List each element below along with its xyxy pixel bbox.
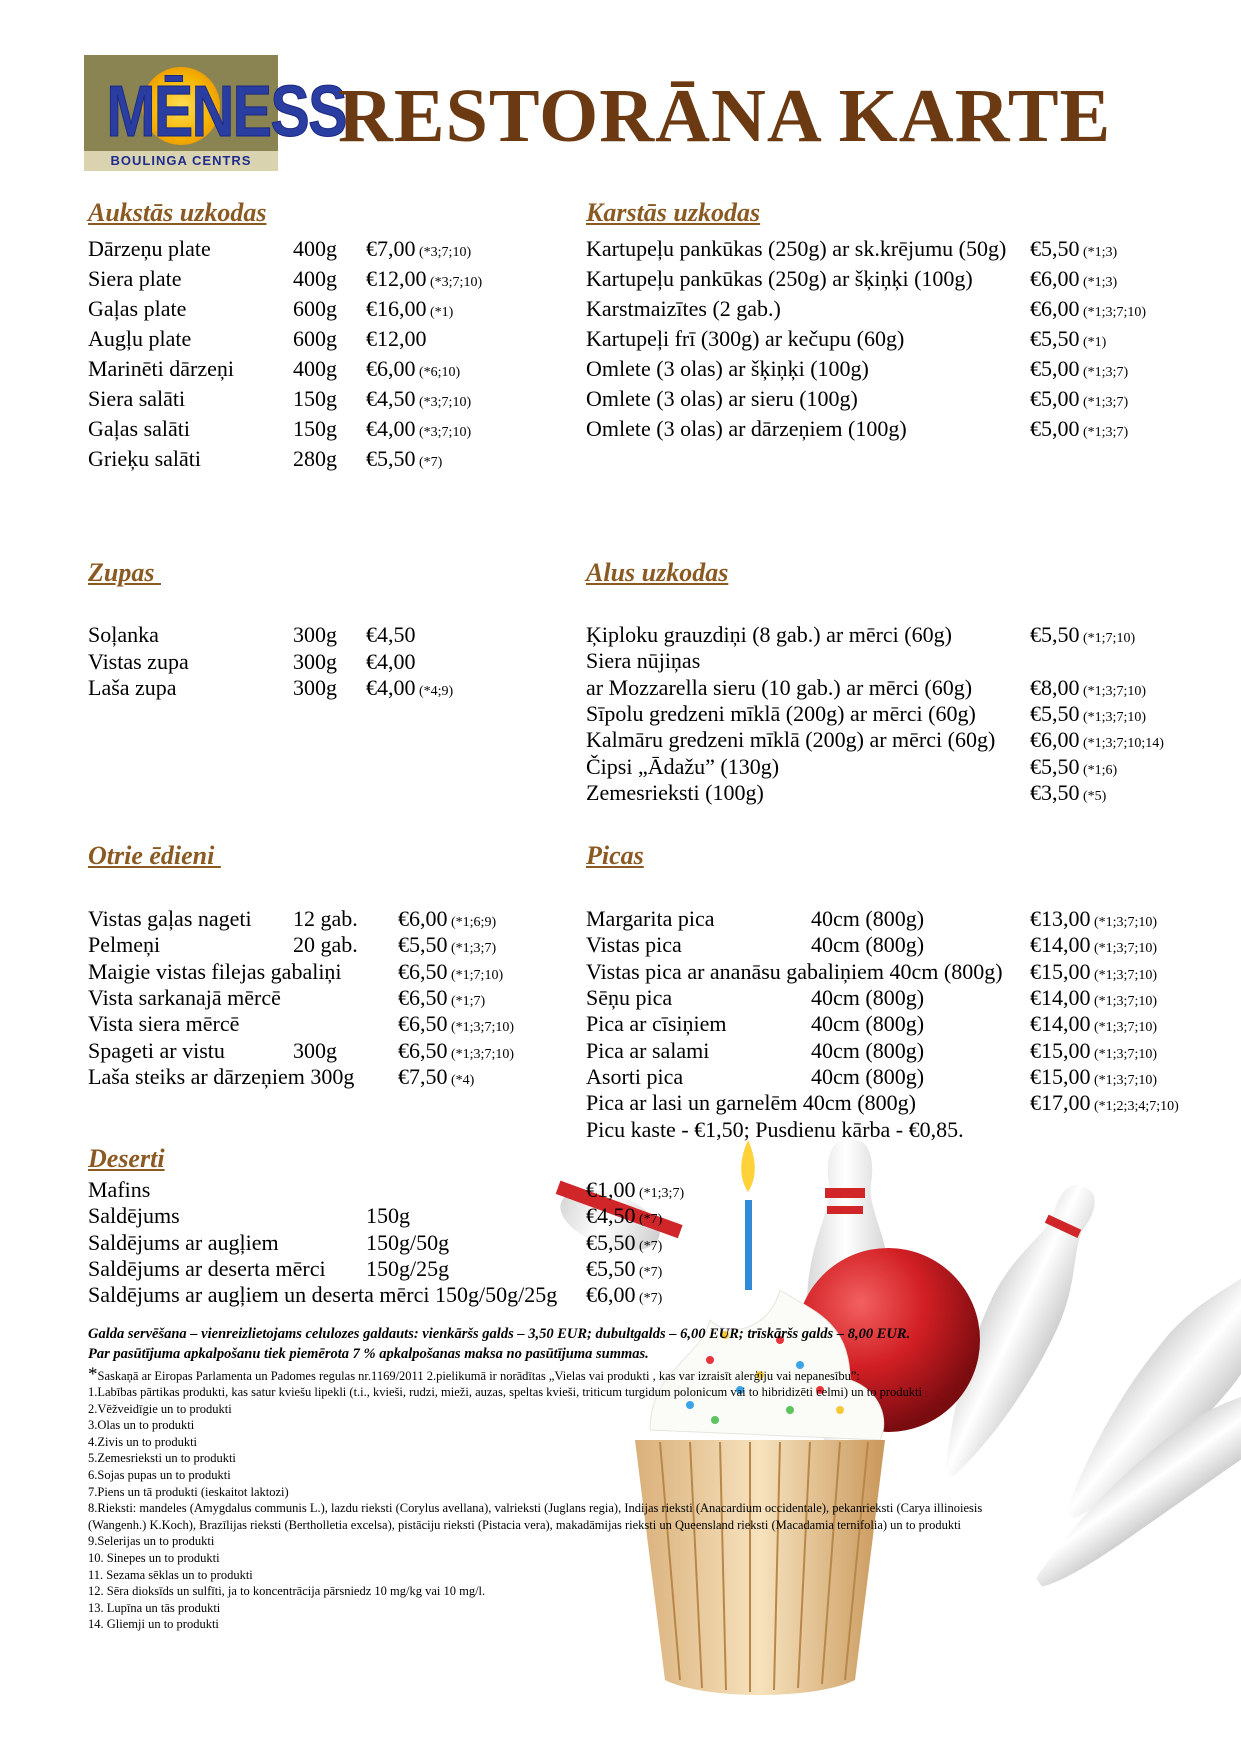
- menu-item-weight: 150g: [293, 386, 337, 411]
- allergen-codes: (*1;7): [447, 993, 486, 1009]
- menu-item-weight: 400g: [293, 236, 337, 261]
- logo-word: MĒNESS: [106, 72, 346, 152]
- menu-item-name: Karstmaizītes (2 gab.): [586, 296, 781, 321]
- menu-item-weight: 280g: [293, 446, 337, 471]
- allergen-codes: (*1;2;3;4;7;10): [1090, 1099, 1179, 1115]
- allergen-note: 6.Sojas pupas un to produkti: [88, 1467, 231, 1482]
- menu-item-name: Saldējums ar augļiem: [88, 1229, 279, 1255]
- menu-item-name: Grieķu salāti: [88, 446, 202, 471]
- allergen-note: 3.Olas un to produkti: [88, 1418, 195, 1433]
- menu-item-name: Spageti ar vistu: [88, 1037, 225, 1063]
- allergen-codes: (*1;3;7;10): [1090, 967, 1157, 983]
- menu-item-weight: 300g: [293, 675, 337, 700]
- allergen-codes: (*1;3;7): [1079, 395, 1129, 410]
- allergen-codes: (*1;6): [1079, 762, 1118, 778]
- menu-item-name: Zemesrieksti (100g): [586, 779, 764, 805]
- menu-item-name: Vistas pica ar ananāsu gabaliņiem 40cm (800g): [586, 958, 1003, 984]
- menu-item-price: €4,50 (*3;7;10): [366, 386, 472, 411]
- menu-item-price: €14,00 (*1;3;7;10): [1030, 932, 1157, 958]
- allergen-codes: (*1;3;7;10;14): [1079, 736, 1164, 752]
- menu-item-price: €3,50 (*5): [1030, 779, 1107, 805]
- menu-item-price: €5,50 (*1;3): [1030, 236, 1118, 261]
- allergen-note: 11. Sezama sēklas un to produkti: [88, 1567, 253, 1582]
- page-title: RESTORĀNA KARTE: [338, 74, 1112, 158]
- menu-item-name: Siera nūjiņas: [586, 648, 701, 674]
- menu-item-name: Pica ar salami: [586, 1037, 710, 1063]
- menu-item-price: €4,50: [366, 622, 416, 647]
- allergen-codes: (*1;3;7;10): [1079, 683, 1146, 699]
- menu-item-price: €6,00 (*7): [586, 1282, 663, 1308]
- allergen-codes: (*1;7;10): [447, 967, 504, 983]
- allergen-codes: (*7): [635, 1291, 663, 1307]
- allergen-codes: (*1;3;7;10): [1090, 1020, 1157, 1036]
- menu-item-name: Saldējums ar deserta mērci: [88, 1255, 326, 1281]
- menu-item-name: Gaļas plate: [88, 296, 187, 321]
- menu-item-name: Pica ar cīsiņiem: [586, 1011, 727, 1037]
- menu-item-size: 40cm (800g): [811, 932, 925, 958]
- menu-item-name: Vistas gaļas nageti: [88, 906, 252, 931]
- heading-aukstas: Aukstās uzkodas: [88, 198, 267, 227]
- allergen-codes: (*1;3;7;10): [447, 1020, 514, 1036]
- allergen-codes: (*1;3;7;10): [1079, 709, 1146, 725]
- heading-picas: Picas: [586, 841, 644, 870]
- menu-item-name: Margarita pica: [586, 906, 715, 931]
- allergen-note: 4.Zivis un to produkti: [88, 1434, 198, 1449]
- allergen-note: 1.Labības pārtikas produkti, kas satur kviešu lipekli (t.i., kvieši, rudzi, mieži, auzas, speltas kvieši, triticum turgidum polonicum vai to hibridizēti celmi) un to produkti: [88, 1385, 922, 1399]
- heading-otrie: Otrie ēdieni: [88, 841, 221, 870]
- menu-item-name: Ķiploku grauzdiņi (8 gab.) ar mērci (60g): [586, 622, 952, 647]
- allergen-codes: (*1): [1079, 335, 1107, 350]
- menu-item-price: €6,00 (*1;3): [1030, 266, 1118, 291]
- menu-item-price: €15,00 (*1;3;7;10): [1030, 1063, 1157, 1089]
- allergen-note: 8.Rieksti: mandeles (Amygdalus communis L.), lazdu rieksti (Corylus avellana), valrieksti (Juglans regia), Indijas rieksti (Anacardium occidentale), pekanrieksti (Carya illinoiesis: [88, 1501, 983, 1516]
- menu-item-price: €1,00 (*1;3;7): [586, 1177, 685, 1202]
- menu-item-name: Vista siera mērcē: [88, 1011, 240, 1037]
- allergen-codes: (*5): [1079, 788, 1107, 804]
- allergen-note: 13. Lupīna un tās produkti: [88, 1600, 221, 1615]
- menu-item-name: Mafins: [88, 1177, 151, 1202]
- menu-item-weight: 300g: [293, 648, 337, 674]
- menu-item-name: Vistas zupa: [88, 648, 189, 674]
- asterisk: *: [88, 1364, 98, 1385]
- menu-item-price: €7,50 (*4): [398, 1063, 475, 1089]
- menu-item-price: €12,00: [366, 326, 427, 351]
- menu-item-size: 40cm (800g): [811, 1011, 925, 1037]
- heading-alus: Alus uzkodas: [586, 558, 729, 587]
- menu-item-name: Soļanka: [88, 622, 159, 647]
- menu-item-price: €5,00 (*1;3;7): [1030, 416, 1129, 441]
- menu-item-price: €6,50 (*1;3;7;10): [398, 1037, 514, 1063]
- allergen-codes: (*1;3;7;10): [1090, 1046, 1157, 1062]
- menu-item-name: Kartupeļi frī (300g) ar kečupu (60g): [586, 326, 905, 351]
- menu-item-price: €6,50 (*1;7): [398, 984, 486, 1010]
- menu-item-price: €17,00 (*1;2;3;4;7;10): [1030, 1090, 1179, 1116]
- allergen-codes: (*7): [635, 1264, 663, 1280]
- menu-item-price: €5,50 (*1;3;7): [398, 932, 497, 958]
- menu-item-name: Kalmāru gredzeni mīklā (200g) ar mērci (60g): [586, 727, 996, 753]
- allergen-codes: (*4;9): [415, 684, 454, 699]
- allergen-codes: (*1;3;7;10): [1090, 915, 1157, 930]
- menu-item-name: Vistas pica: [586, 932, 682, 958]
- allergen-codes: (*3;7;10): [426, 275, 483, 290]
- allergen-codes: (*1;3): [1079, 245, 1118, 260]
- menu-item-price: €6,00 (*1;3;7;10): [1030, 296, 1146, 321]
- menu-item-name: Augļu plate: [88, 326, 192, 351]
- allergen-codes: (*1;6;9): [447, 915, 497, 930]
- menu-item-price: €14,00 (*1;3;7;10): [1030, 1011, 1157, 1037]
- allergen-codes: (*1;3): [1079, 275, 1118, 290]
- menu-item-name: Čipsi „Ādažu” (130g): [586, 753, 780, 779]
- allergen-codes: (*1;3;7;10): [1090, 1072, 1157, 1088]
- menu-item-price: €15,00 (*1;3;7;10): [1030, 1037, 1157, 1063]
- menu-item-price: €12,00 (*3;7;10): [366, 266, 483, 291]
- menu-item-price: €6,00 (*1;3;7;10;14): [1030, 727, 1164, 753]
- heading-zupas: Zupas: [88, 558, 161, 587]
- menu-item-name: Sēņu pica: [586, 984, 673, 1010]
- menu-item-weight: 150g/25g: [366, 1255, 450, 1281]
- menu-item-price: €7,00 (*3;7;10): [366, 236, 472, 261]
- allergen-codes: (*7): [415, 455, 443, 470]
- logo: [84, 55, 346, 171]
- allergen-note: (Wangenh.) K.Koch), Brazīlijas rieksti (Bertholletia excelsa), pistāciju rieksti (Pistacia vera), makadāmijas rieksti un Queensland rieksti (Macadamia ternifolia) un to produkti: [88, 1517, 962, 1532]
- allergen-note: 5.Zemesrieksti un to produkti: [88, 1451, 236, 1466]
- menu-item-name: Kartupeļu pankūkas (250g) ar šķiņķi (100g): [586, 266, 973, 291]
- menu-item-name: Gaļas salāti: [88, 416, 191, 441]
- allergen-codes: (*1;3;7;10): [447, 1046, 514, 1062]
- menu-item-weight: 600g: [293, 296, 337, 321]
- allergen-codes: (*7): [635, 1238, 663, 1254]
- allergen-codes: (*3;7;10): [415, 395, 472, 410]
- menu-item-price: €4,00 (*4;9): [366, 675, 454, 700]
- allergen-codes: (*1;3;7;10): [1090, 993, 1157, 1009]
- menu-item-name: Omlete (3 olas) ar dārzeņiem (100g): [586, 416, 907, 441]
- menu-item-weight: 20 gab.: [293, 932, 358, 958]
- allergen-note: 2.Vēžveidīgie un to produkti: [88, 1401, 232, 1416]
- menu-item-price: €5,00 (*1;3;7): [1030, 386, 1129, 411]
- menu-item-price: €6,00 (*6;10): [366, 356, 461, 381]
- allergen-note: 14. Gliemji un to produkti: [88, 1617, 219, 1632]
- menu-item-weight: 12 gab.: [293, 906, 358, 931]
- allergen-codes: (*7): [635, 1212, 663, 1228]
- menu-item-name: Omlete (3 olas) ar sieru (100g): [586, 386, 858, 411]
- heading-deserti: Deserti: [88, 1144, 165, 1173]
- menu-item-name: Siera salāti: [88, 386, 186, 411]
- menu-item-name: Dārzeņu plate: [88, 236, 211, 261]
- allergen-codes: (*1;7;10): [1079, 631, 1136, 646]
- menu-item-price: €5,50 (*1;6): [1030, 753, 1118, 779]
- menu-item-weight: 150g: [366, 1203, 410, 1229]
- logo-subtitle: BOULINGA CENTRS: [110, 153, 252, 168]
- menu-item-name: Saldējums ar augļiem un deserta mērci 150g/50g/25g: [88, 1282, 558, 1308]
- allergen-codes: (*1;3;7): [447, 941, 497, 957]
- footer-service-fee: Par pasūtījuma apkalpošanu tiek piemērota 7 % apkalpošanas maksa no pasūtījuma summas.: [88, 1346, 649, 1362]
- allergen-codes: (*4): [447, 1072, 475, 1088]
- menu-item-weight: 400g: [293, 356, 337, 381]
- allergen-list: [88, 1384, 1198, 1633]
- menu-item-size: 40cm (800g): [811, 984, 925, 1010]
- allergen-codes: (*6;10): [415, 365, 461, 380]
- allergen-note: 7.Piens un tā produkti (ieskaitot laktozi): [88, 1484, 289, 1499]
- allergen-codes: (*1;3;7): [635, 1186, 685, 1201]
- footer-table-service: Galda servēšana – vienreizlietojams celulozes galdauts: vienkāršs galds – 3,50 EUR; dubultgalds – 6,00 EUR; trīskāršs galds – 8,00 EUR.: [88, 1326, 911, 1342]
- menu-item-price: €4,50 (*7): [586, 1203, 663, 1229]
- menu-item-name: Omlete (3 olas) ar šķiņķi (100g): [586, 356, 869, 381]
- allergen-codes: (*3;7;10): [415, 425, 472, 440]
- menu-item-price: €13,00 (*1;3;7;10): [1030, 906, 1157, 931]
- heading-karstas: Karstās uzkodas: [586, 198, 761, 227]
- menu-item-name: Sīpolu gredzeni mīklā (200g) ar mērci (60g): [586, 700, 976, 726]
- packaging-note: Picu kaste - €1,50; Pusdienu kārba - €0,85.: [586, 1117, 964, 1142]
- allergen-note: 12. Sēra dioksīds un sulfīti, ja to koncentrācija pārsniedz 10 mg/kg vai 10 mg/l.: [88, 1584, 486, 1599]
- candle: [745, 1200, 752, 1290]
- menu-item-size: 40cm (800g): [811, 1037, 925, 1063]
- menu-item-price: €5,50 (*7): [586, 1229, 663, 1255]
- allergen-codes: (*1;3;7;10): [1079, 305, 1146, 320]
- menu-item-weight: 600g: [293, 326, 337, 351]
- menu-item-price: €5,50 (*1): [1030, 326, 1107, 351]
- allergen-codes: (*1;3;7;10): [1090, 941, 1157, 957]
- allergen-note: 9.Selerijas un to produkti: [88, 1534, 215, 1549]
- menu-item-name: Laša zupa: [88, 675, 177, 700]
- menu-item-size: 40cm (800g): [811, 906, 925, 931]
- allergen-codes: (*1;3;7): [1079, 365, 1129, 380]
- menu-item-name: Saldējums: [88, 1203, 180, 1229]
- allergen-codes: (*1): [426, 305, 454, 320]
- menu-item-price: €15,00 (*1;3;7;10): [1030, 958, 1157, 984]
- allergen-intro-text: Saskaņā ar Eiropas Parlamenta un Padomes regulas nr.1169/2011 2.pielikumā ir norādītas „Vielas vai produkti , kas var izraisīt alerģiju vai nepanesību”:: [97, 1369, 860, 1383]
- menu-item-name: Laša steiks ar dārzeņiem 300g: [88, 1063, 355, 1089]
- menu-item-price: €5,50 (*1;7;10): [1030, 622, 1136, 647]
- menu-item-name: Vista sarkanajā mērcē: [88, 984, 281, 1010]
- menu-item-weight: 300g: [293, 622, 337, 647]
- menu-item-weight: 150g/50g: [366, 1229, 450, 1255]
- allergen-codes: (*1;3;7): [1079, 425, 1129, 440]
- menu-item-price: €5,50 (*7): [366, 446, 443, 471]
- menu-item-weight: 150g: [293, 416, 337, 441]
- menu-item-size: 40cm (800g): [811, 1063, 925, 1089]
- allergen-note: 10. Sinepes un to produkti: [88, 1550, 220, 1565]
- menu-item-name: ar Mozzarella sieru (10 gab.) ar mērci (60g): [586, 674, 973, 700]
- menu-item-name: Kartupeļu pankūkas (250g) ar sk.krējumu (50g): [586, 236, 1007, 261]
- menu-item-price: €8,00 (*1;3;7;10): [1030, 674, 1146, 700]
- menu-item-price: €6,50 (*1;7;10): [398, 958, 504, 984]
- menu-item-price: €4,00 (*3;7;10): [366, 416, 472, 441]
- menu-item-price: €5,50 (*1;3;7;10): [1030, 700, 1146, 726]
- allergen-codes: (*3;7;10): [415, 245, 472, 260]
- menu-item-name: Pelmeņi: [88, 932, 161, 958]
- footer-allergen-intro: [88, 1364, 860, 1385]
- menu-item-name: Pica ar lasi un garnelēm 40cm (800g): [586, 1090, 916, 1116]
- menu-item-weight: 400g: [293, 266, 337, 291]
- menu-item-weight: 300g: [293, 1037, 337, 1063]
- menu-item-name: Siera plate: [88, 266, 182, 291]
- menu-item-name: Marinēti dārzeņi: [88, 356, 234, 381]
- menu-item-price: €5,00 (*1;3;7): [1030, 356, 1129, 381]
- menu-item-price: €6,50 (*1;3;7;10): [398, 1011, 514, 1037]
- menu-item-price: €6,00 (*1;6;9): [398, 906, 497, 931]
- menu-item-price: €4,00: [366, 648, 416, 674]
- menu-item-price: €14,00 (*1;3;7;10): [1030, 984, 1157, 1010]
- menu-item-price: €16,00 (*1): [366, 296, 454, 321]
- menu-item-name: Asorti pica: [586, 1063, 684, 1089]
- menu-item-name: Maigie vistas filejas gabaliņi: [88, 958, 342, 984]
- menu-item-price: €5,50 (*7): [586, 1255, 663, 1281]
